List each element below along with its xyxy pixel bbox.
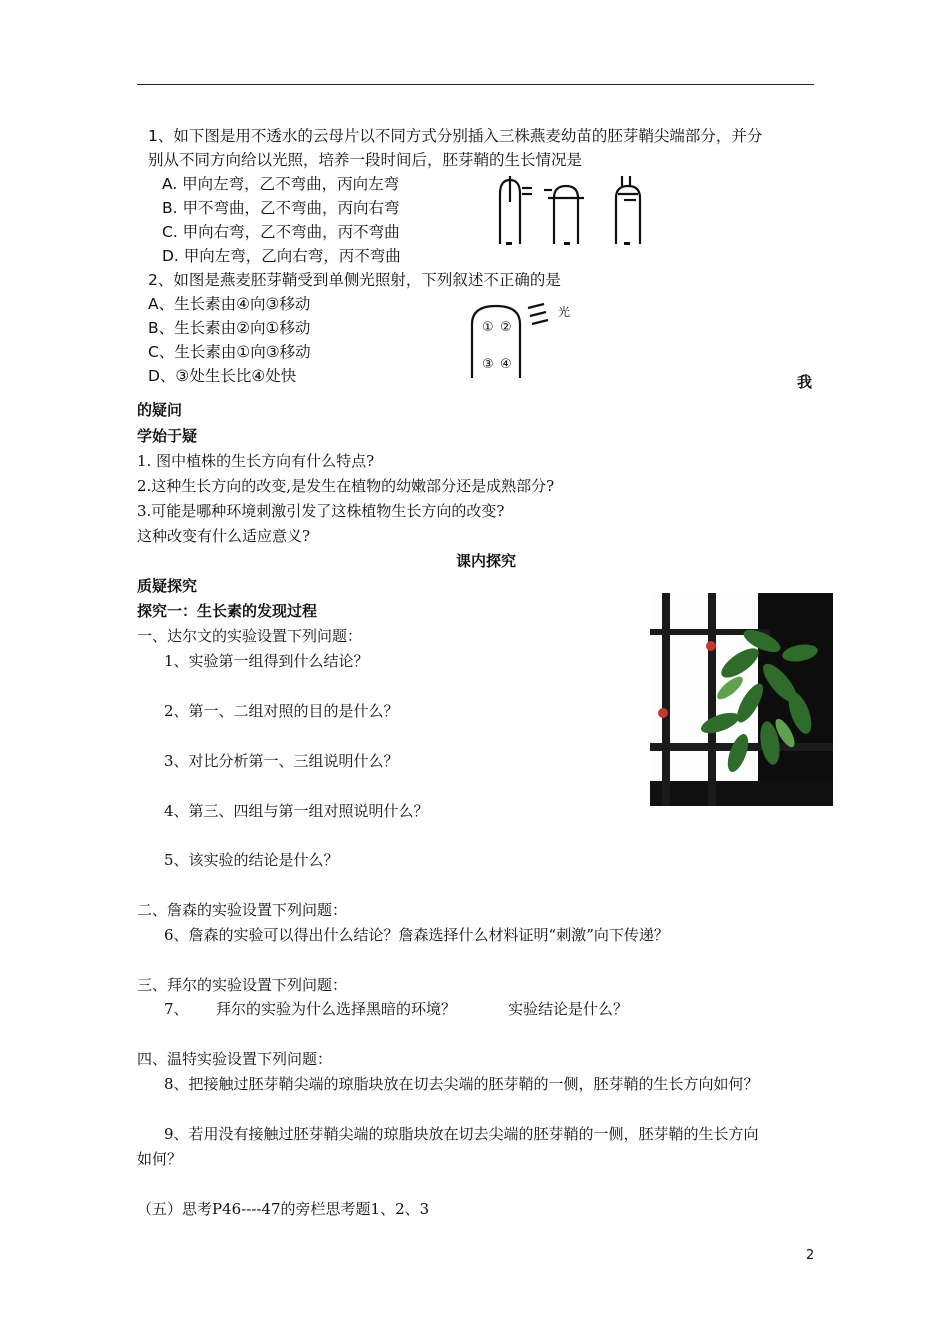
my-questions-heading-part1: 我 bbox=[797, 373, 813, 391]
marker-1: ① bbox=[482, 320, 494, 335]
paal-heading: 三、拜尔的实验设置下列问题： bbox=[137, 976, 348, 994]
q1-coleoptile-figure bbox=[492, 172, 664, 252]
went-question-8: 8、把接触过胚芽鞘尖端的琼脂块放在切去尖端的胚芽鞘的一侧，胚芽鞘的生长方向如何？ bbox=[164, 1075, 759, 1093]
my-questions-subheading: 学始于疑 bbox=[137, 427, 198, 445]
went-question-9-line1: 9、若用没有接触过胚芽鞘尖端的琼脂块放在切去尖端的胚芽鞘的一侧，胚芽鞘的生长方向 bbox=[164, 1125, 759, 1143]
q2-coleoptile-figure bbox=[466, 298, 582, 380]
plant-window-photo bbox=[650, 593, 833, 806]
q1-option-b: B. 甲不弯曲，乙不弯曲，丙向右弯 bbox=[162, 199, 400, 217]
paal-question-b: 实验结论是什么？ bbox=[508, 1000, 629, 1018]
section-heading: 质疑探究 bbox=[137, 577, 198, 595]
paal-question-a: 拜尔的实验为什么选择黑暗的环境？ bbox=[216, 1000, 457, 1018]
q1-option-d: D. 甲向左弯，乙向右弯，丙不弯曲 bbox=[162, 247, 401, 265]
my-questions-heading-part2: 的疑问 bbox=[137, 401, 183, 419]
went-question-9-line2: 如何？ bbox=[137, 1150, 183, 1168]
marker-4: ④ bbox=[500, 357, 512, 372]
my-question-1: 1. 图中植株的生长方向有什么特点? bbox=[137, 452, 375, 470]
q2-option-a: A、生长素由④向③移动 bbox=[148, 295, 311, 313]
header-rule bbox=[137, 84, 814, 85]
q2-stem: 2、如图是燕麦胚芽鞘受到单侧光照射，下列叙述不正确的是 bbox=[148, 271, 561, 289]
darwin-question-1: 1、实验第一组得到什么结论？ bbox=[164, 652, 369, 670]
q2-option-d: D、③处生长比④处快 bbox=[148, 367, 297, 385]
think-prompt: （五）思考P46----47的旁栏思考题1、2、3 bbox=[137, 1200, 430, 1218]
marker-2: ② bbox=[500, 320, 512, 335]
darwin-question-3: 3、对比分析第一、三组说明什么？ bbox=[164, 752, 399, 770]
darwin-question-2: 2、第一、二组对照的目的是什么？ bbox=[164, 702, 399, 720]
q1-stem-line2: 别从不同方向给以光照，培养一段时间后，胚芽鞘的生长情况是 bbox=[148, 151, 583, 169]
darwin-heading: 一、达尔文的实验设置下列问题： bbox=[137, 627, 363, 645]
my-question-2: 2.这种生长方向的改变,是发生在植物的幼嫩部分还是成熟部分? bbox=[137, 477, 555, 495]
q1-stem-line1: 1、如下图是用不透水的云母片以不同方式分别插入三株燕麦幼苗的胚芽鞘尖端部分，并分 bbox=[148, 127, 763, 145]
in-class-title: 课内探究 bbox=[456, 552, 517, 570]
my-question-4: 这种改变有什么适应意义? bbox=[137, 527, 311, 545]
explore1-heading: 探究一：生长素的发现过程 bbox=[137, 602, 318, 620]
darwin-question-4: 4、第三、四组与第一组对照说明什么？ bbox=[164, 802, 429, 820]
paal-question-number: 7、 bbox=[164, 1000, 189, 1018]
my-question-3: 3.可能是哪种环境刺激引发了这株植物生长方向的改变? bbox=[137, 502, 505, 520]
marker-3: ③ bbox=[482, 357, 494, 372]
jensen-heading: 二、詹森的实验设置下列问题： bbox=[137, 901, 348, 919]
went-heading: 四、温特实验设置下列问题： bbox=[137, 1050, 333, 1068]
darwin-question-5: 5、该实验的结论是什么？ bbox=[164, 851, 339, 869]
q1-option-a: A. 甲向左弯，乙不弯曲，丙向左弯 bbox=[162, 175, 400, 193]
q2-option-c: C、生长素由①向③移动 bbox=[148, 343, 311, 361]
page-number: 2 bbox=[806, 1248, 815, 1263]
light-label: 光 bbox=[558, 305, 571, 319]
q1-option-c: C. 甲向右弯，乙不弯曲，丙不弯曲 bbox=[162, 223, 400, 241]
jensen-question: 6、詹森的实验可以得出什么结论？詹森选择什么材料证明“刺激”向下传递？ bbox=[164, 926, 669, 944]
q2-option-b: B、生长素由②向①移动 bbox=[148, 319, 311, 337]
